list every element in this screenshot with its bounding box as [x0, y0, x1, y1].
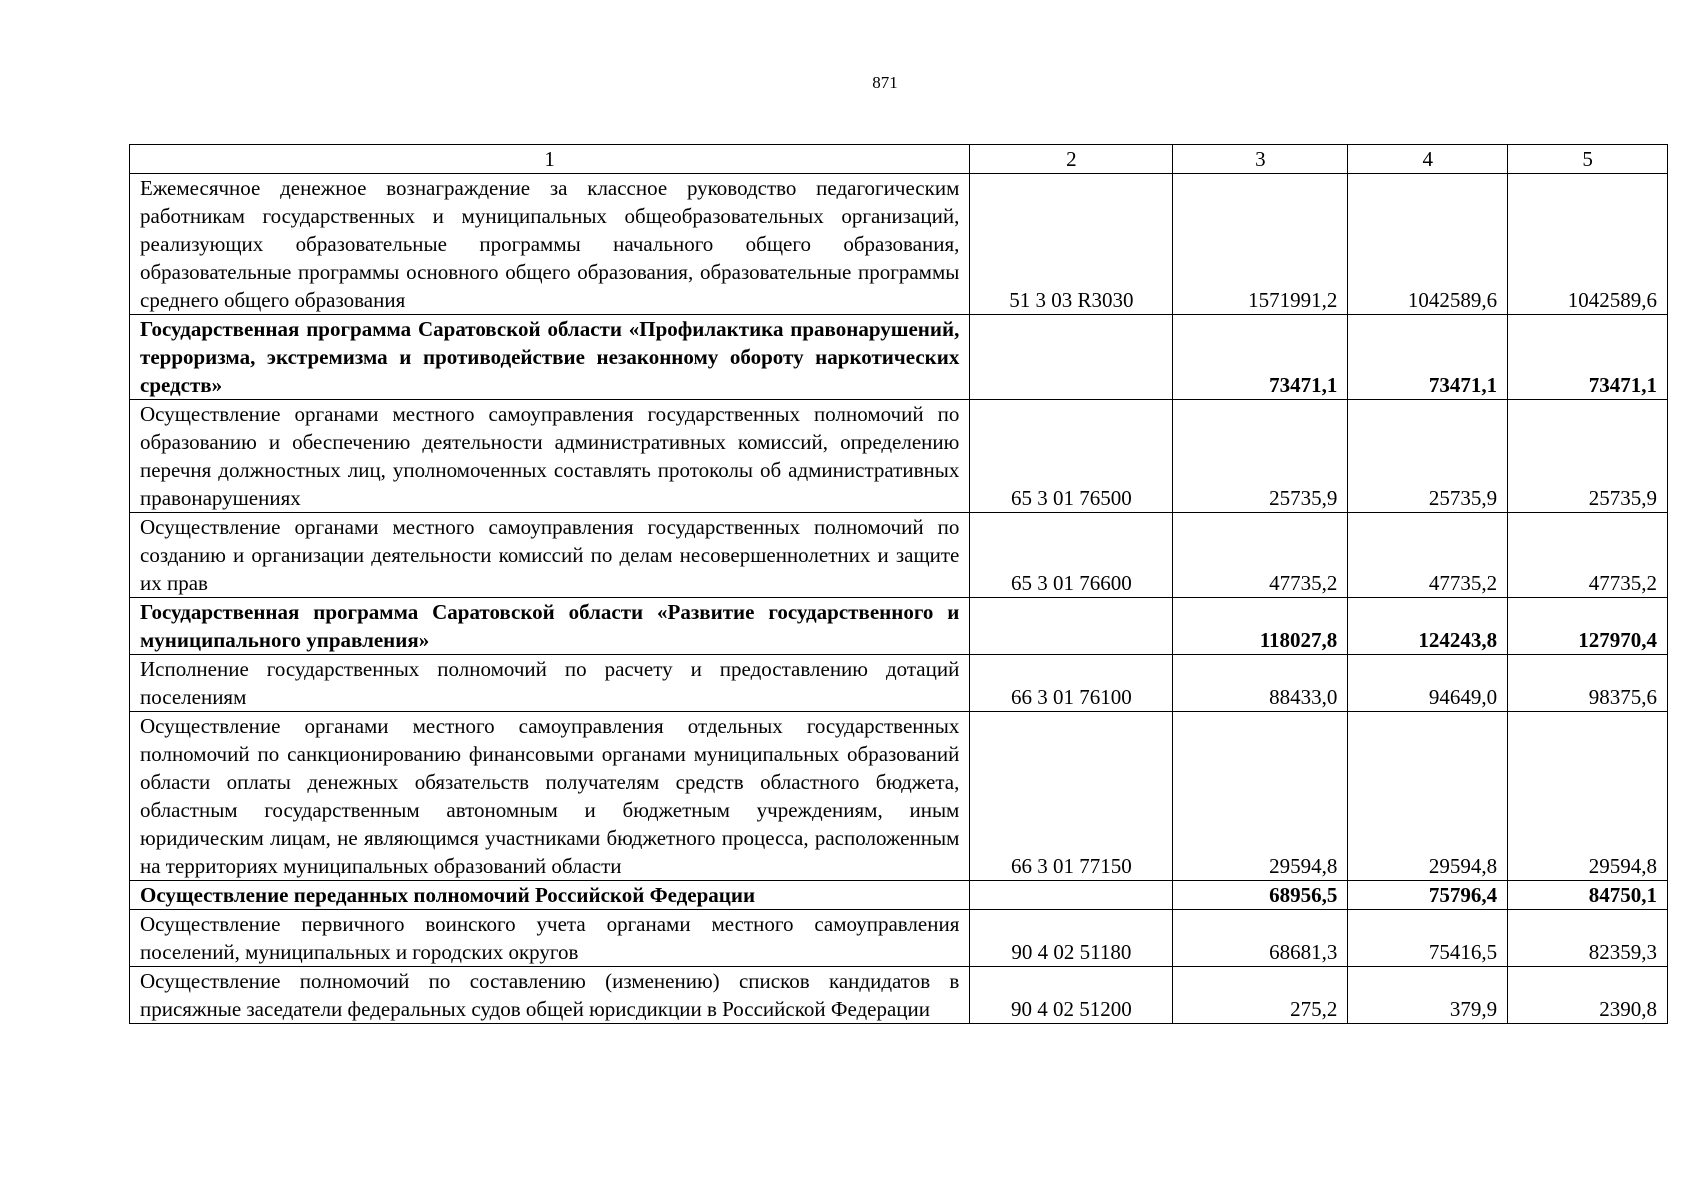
row-description: Государственная программа Саратовской области «Развитие государственного и муниципального управления»	[130, 598, 970, 655]
table-row	[130, 174, 1668, 315]
table-row	[130, 910, 1668, 967]
row-value-col5: 2390,8	[1508, 967, 1668, 1024]
row-value-col4: 75416,5	[1348, 910, 1508, 967]
page-number: 871	[872, 73, 898, 92]
column-header-5: 5	[1508, 145, 1668, 174]
row-code: 66 3 01 76100	[970, 655, 1173, 712]
row-value-col4: 25735,9	[1348, 400, 1508, 513]
column-header-4: 4	[1348, 145, 1508, 174]
table-row	[130, 712, 1668, 881]
row-code	[970, 881, 1173, 910]
row-value-col5: 82359,3	[1508, 910, 1668, 967]
table-row	[130, 655, 1668, 712]
row-value-col5: 1042589,6	[1508, 174, 1668, 315]
row-description: Ежемесячное денежное вознаграждение за классное руководство педагогическим работникам государственных и муниципальных общеобразовательных организаций, реализующих образовательные программы начального общего образования, образовательные программы основного общего образования, образовательные программы среднего общего образования	[130, 174, 970, 315]
table-row	[130, 400, 1668, 513]
row-value-col3: 25735,9	[1173, 400, 1348, 513]
table-row	[130, 513, 1668, 598]
row-value-col5: 29594,8	[1508, 712, 1668, 881]
row-description: Осуществление полномочий по составлению (изменению) списков кандидатов в присяжные заседатели федеральных судов общей юрисдикции в Российской Федерации	[130, 967, 970, 1024]
row-description: Осуществление органами местного самоуправления отдельных государственных полномочий по санкционированию финансовыми органами муниципальных образований области оплаты денежных обязательств получателям средств областного бюджета, областным государственным автономным и бюджетным учреждениям, иным юридическим лицам, не являющимся участниками бюджетного процесса, расположенным на территориях муниципальных образований области	[130, 712, 970, 881]
row-code: 90 4 02 51200	[970, 967, 1173, 1024]
row-value-col3: 73471,1	[1173, 315, 1348, 400]
header-row	[130, 145, 1668, 174]
row-value-col5: 47735,2	[1508, 513, 1668, 598]
row-value-col4: 75796,4	[1348, 881, 1508, 910]
row-value-col5: 98375,6	[1508, 655, 1668, 712]
row-value-col3: 275,2	[1173, 967, 1348, 1024]
row-description: Осуществление органами местного самоуправления государственных полномочий по созданию и организации деятельности комиссий по делам несовершеннолетних и защите их прав	[130, 513, 970, 598]
table-row	[130, 967, 1668, 1024]
row-code: 90 4 02 51180	[970, 910, 1173, 967]
row-code: 65 3 01 76600	[970, 513, 1173, 598]
column-header-2: 2	[970, 145, 1173, 174]
row-description: Осуществление переданных полномочий Российской Федерации	[130, 881, 970, 910]
table-row-program	[130, 598, 1668, 655]
row-value-col5: 84750,1	[1508, 881, 1668, 910]
row-value-col5: 25735,9	[1508, 400, 1668, 513]
row-code	[970, 315, 1173, 400]
row-value-col4: 94649,0	[1348, 655, 1508, 712]
row-value-col4: 124243,8	[1348, 598, 1508, 655]
row-description: Осуществление первичного воинского учета органами местного самоуправления поселений, муниципальных и городских округов	[130, 910, 970, 967]
row-value-col3: 29594,8	[1173, 712, 1348, 881]
row-value-col3: 47735,2	[1173, 513, 1348, 598]
table-body	[130, 174, 1668, 1024]
row-value-col3: 1571991,2	[1173, 174, 1348, 315]
row-description: Исполнение государственных полномочий по расчету и предоставлению дотаций поселениям	[130, 655, 970, 712]
row-value-col4: 1042589,6	[1348, 174, 1508, 315]
row-value-col4: 379,9	[1348, 967, 1508, 1024]
table-row-program	[130, 881, 1668, 910]
row-value-col5: 127970,4	[1508, 598, 1668, 655]
row-value-col3: 68681,3	[1173, 910, 1348, 967]
row-value-col4: 73471,1	[1348, 315, 1508, 400]
budget-table	[129, 144, 1668, 1024]
row-value-col4: 47735,2	[1348, 513, 1508, 598]
column-header-1: 1	[130, 145, 970, 174]
row-description: Осуществление органами местного самоуправления государственных полномочий по образованию и обеспечению деятельности административных комиссий, определению перечня должностных лиц, уполномоченных составлять протоколы об административных правонарушениях	[130, 400, 970, 513]
table-header	[130, 145, 1668, 174]
row-value-col5: 73471,1	[1508, 315, 1668, 400]
row-description: Государственная программа Саратовской области «Профилактика правонарушений, терроризма, экстремизма и противодействие незаконному обороту наркотических средств»	[130, 315, 970, 400]
row-code	[970, 598, 1173, 655]
row-code: 51 3 03 R3030	[970, 174, 1173, 315]
column-header-3: 3	[1173, 145, 1348, 174]
row-value-col3: 88433,0	[1173, 655, 1348, 712]
row-code: 66 3 01 77150	[970, 712, 1173, 881]
row-value-col3: 68956,5	[1173, 881, 1348, 910]
row-value-col3: 118027,8	[1173, 598, 1348, 655]
table-row-program	[130, 315, 1668, 400]
row-value-col4: 29594,8	[1348, 712, 1508, 881]
row-code: 65 3 01 76500	[970, 400, 1173, 513]
